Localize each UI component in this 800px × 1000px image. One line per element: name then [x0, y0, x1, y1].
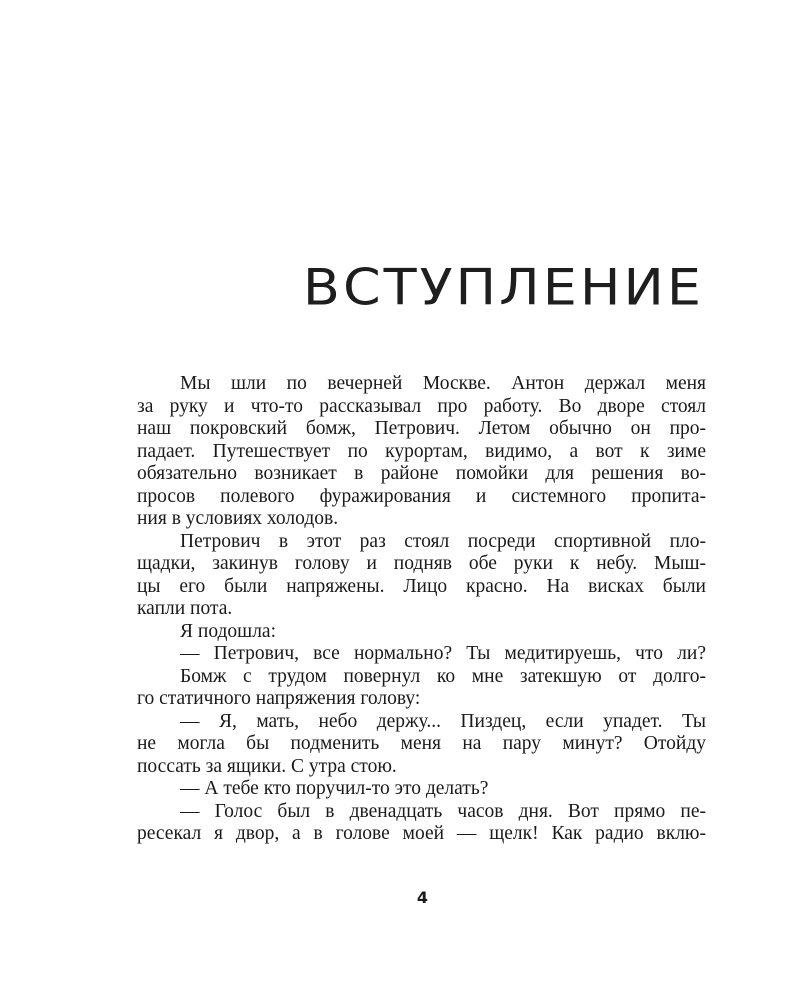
- page-number: 4: [416, 888, 429, 907]
- text-line: обязательно возникает в районе помойки для решения во-: [137, 463, 706, 484]
- text-line: — Я, мать, небо держу... Пиздец, если упадет. Ты: [180, 710, 706, 732]
- text-line: ресекал я двор, а в голове моей — щелк! Как радио вклю-: [137, 823, 706, 844]
- text-line: Бомж с трудом повернул ко мне затекшую от долго-: [180, 665, 706, 687]
- text-line: — Петрович, все нормально? Ты медитируешь, что ли?: [180, 643, 706, 664]
- text-line: Петрович в этот раз стоял посреди спортивной пло-: [180, 530, 706, 552]
- text-line: наш покровский бомж, Петрович. Летом обычно он про-: [137, 418, 706, 439]
- text-line: просов полевого фуражирования и системного пропита-: [137, 485, 706, 507]
- text-line: щадки, закинув голову и подняв обе руки к небу. Мыш-: [137, 553, 706, 574]
- chapter-title: ВСТУПЛЕНИЕ: [302, 258, 704, 317]
- text-line: цы его были напряжены. Лицо красно. На висках были: [137, 575, 706, 597]
- text-line: не могла бы подменить меня на пару минут? Отойду: [137, 733, 706, 754]
- text-line: Мы шли по вечерней Москве. Антон держал меня: [180, 373, 706, 394]
- text-line: поссать за ящики. С утра стою.: [137, 755, 397, 777]
- body-text: [137, 373, 706, 846]
- text-line: Я подошла:: [180, 620, 276, 642]
- text-line: ния в условиях холодов.: [137, 508, 339, 529]
- text-line: го статичного напряжения голову:: [137, 688, 421, 709]
- text-line: падает. Путешествует по курортам, видимо, а вот к зиме: [137, 440, 706, 462]
- text-line: — Голос был в двенадцать часов дня. Вот прямо пе-: [180, 800, 706, 822]
- text-line: — А тебе кто поручил-то это делать?: [180, 778, 489, 799]
- text-line: капли пота.: [137, 598, 233, 619]
- text-line: за руку и что-то рассказывал про работу. Во дворе стоял: [137, 395, 706, 417]
